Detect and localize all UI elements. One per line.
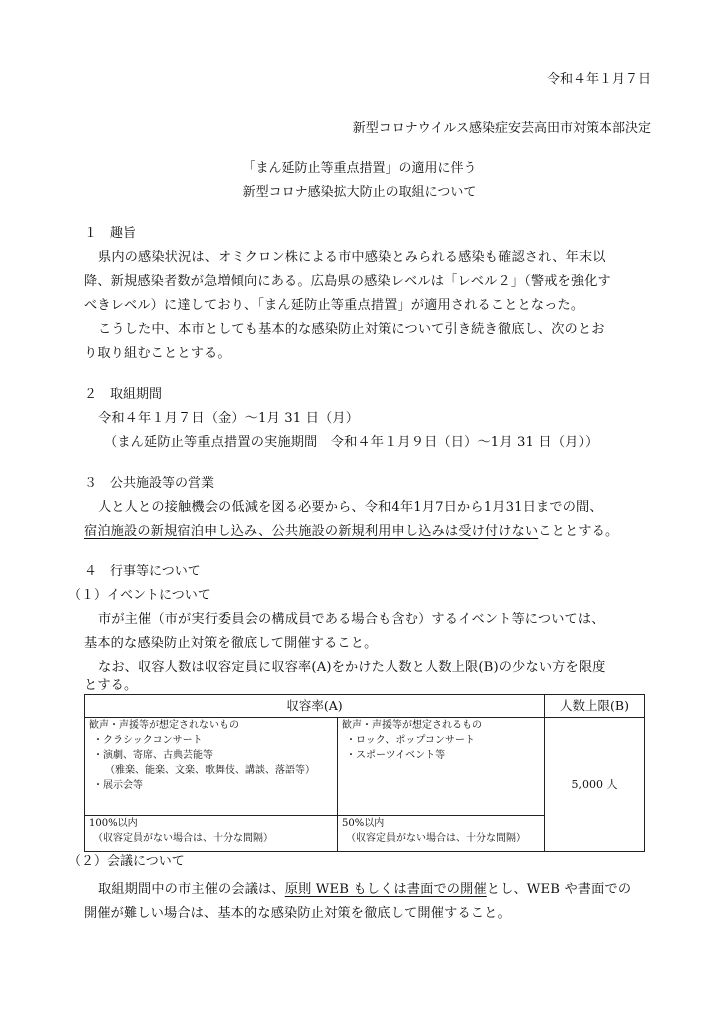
meetings-line (98, 878, 631, 897)
reception-suspension-text: 宿泊施設の新規宿泊申し込み、公共施設の新規利用申し込みは受け付けない (84, 524, 539, 539)
no-cheering-cell (85, 718, 338, 816)
headcount-limit-value: 5,000 人 (545, 718, 645, 852)
section1-heading: １ 趣旨 (84, 226, 137, 241)
section1-line: り取り組むこととする。 (84, 346, 231, 361)
cheering-title: 歓声・声援等が想定されるもの (342, 720, 482, 731)
no-cheering-rate-cell (85, 816, 338, 852)
issuing-department: 新型コロナウイルス感染症安芸高田市対策本部決定 (352, 121, 651, 136)
events-line: とする。 (84, 678, 138, 693)
events-line: なお、収容人数は収容定員に収容率(A)をかけた人数と人数上限(B)の少ない方を限度 (98, 660, 606, 675)
events-line: 市が主催（市が実行委員会の構成員である場合も含む）するイベント等については、 (98, 612, 605, 627)
section4-heading: ４ 行事等について (84, 564, 201, 579)
section3-line-end: こととする。 (538, 524, 619, 539)
section1-line: 降、新規感染者数が急増傾向にある。広島県の感染レベルは「レベル２」（警戒を強化す (84, 274, 611, 289)
no-cheering-rate-note: （収容定員がない場合は、十分な間隔） (93, 833, 273, 844)
section1-line: こうした中、本市としても基本的な感染防止対策について引き続き徹底し、次のとお (98, 322, 605, 337)
cheering-rate: 50%以内 (342, 818, 385, 829)
cheering-item: ・ロック、ポップコンサート (346, 735, 475, 746)
no-cheering-item: （雅楽、能楽、文楽、歌舞伎、講談、落語等） (105, 765, 315, 776)
meetings-subheading: （２）会議について (68, 854, 185, 869)
no-cheering-title: 歓声・声援等が想定されないもの (89, 720, 239, 731)
document-date: 令和４年１月７日 (546, 72, 651, 87)
cheering-item: ・スポーツイベント等 (346, 750, 446, 761)
meetings-line-end: とし、WEB や書面での (486, 882, 632, 897)
web-or-document-meeting-text: 原則 WEB もしくは書面での開催 (284, 882, 487, 897)
cheering-rate-note: （収容定員がない場合は、十分な間隔） (346, 833, 526, 844)
headcount-limit-header: 人数上限(B) (545, 695, 645, 718)
events-subheading: （１）イベントについて (68, 588, 211, 603)
document-title-line2: 新型コロナ感染拡大防止の取組について (242, 185, 477, 200)
meetings-line-start: 取組期間中の市主催の会議は、 (98, 882, 285, 897)
no-cheering-item: ・演劇、寄席、古典芸能等 (93, 750, 213, 761)
no-cheering-rate: 100%以内 (89, 818, 138, 829)
cheering-cell (338, 718, 545, 816)
cheering-rate-cell (338, 816, 545, 852)
events-line: 基本的な感染防止対策を徹底して開催すること。 (84, 636, 378, 651)
section3-line: 人と人との接触機会の低減を図る必要から、令和4年1月7日から1月31日までの間、 (98, 500, 603, 515)
capacity-rate-header: 収容率(A) (85, 695, 545, 718)
meetings-line: 開催が難しい場合は、基本的な感染防止対策を徹底して開催すること。 (84, 906, 511, 921)
period: 令和４年１月７日（金）～1月 31 日（月） (98, 411, 360, 426)
period-note: （まん延防止等重点措置の実施期間 令和４年１月９日（日）～1月 31 日（月）） (104, 435, 599, 450)
section2-heading: ２ 取組期間 (84, 387, 163, 402)
section1-line: 県内の感染状況は、オミクロン株による市中感染とみられる感染も確認され、年末以 (98, 250, 606, 265)
no-cheering-item: ・展示会等 (93, 780, 143, 791)
section3-line (84, 520, 618, 539)
capacity-table (84, 694, 645, 852)
document-title-line1: 「まん延防止等重点措置」の適用に伴う (242, 161, 477, 176)
section3-heading: ３ 公共施設等の営業 (84, 476, 215, 491)
no-cheering-item: ・クラシックコンサート (93, 735, 203, 746)
section1-line: べきレベル）に達しており、「まん延防止等重点措置」が適用されることとなった。 (84, 298, 585, 313)
